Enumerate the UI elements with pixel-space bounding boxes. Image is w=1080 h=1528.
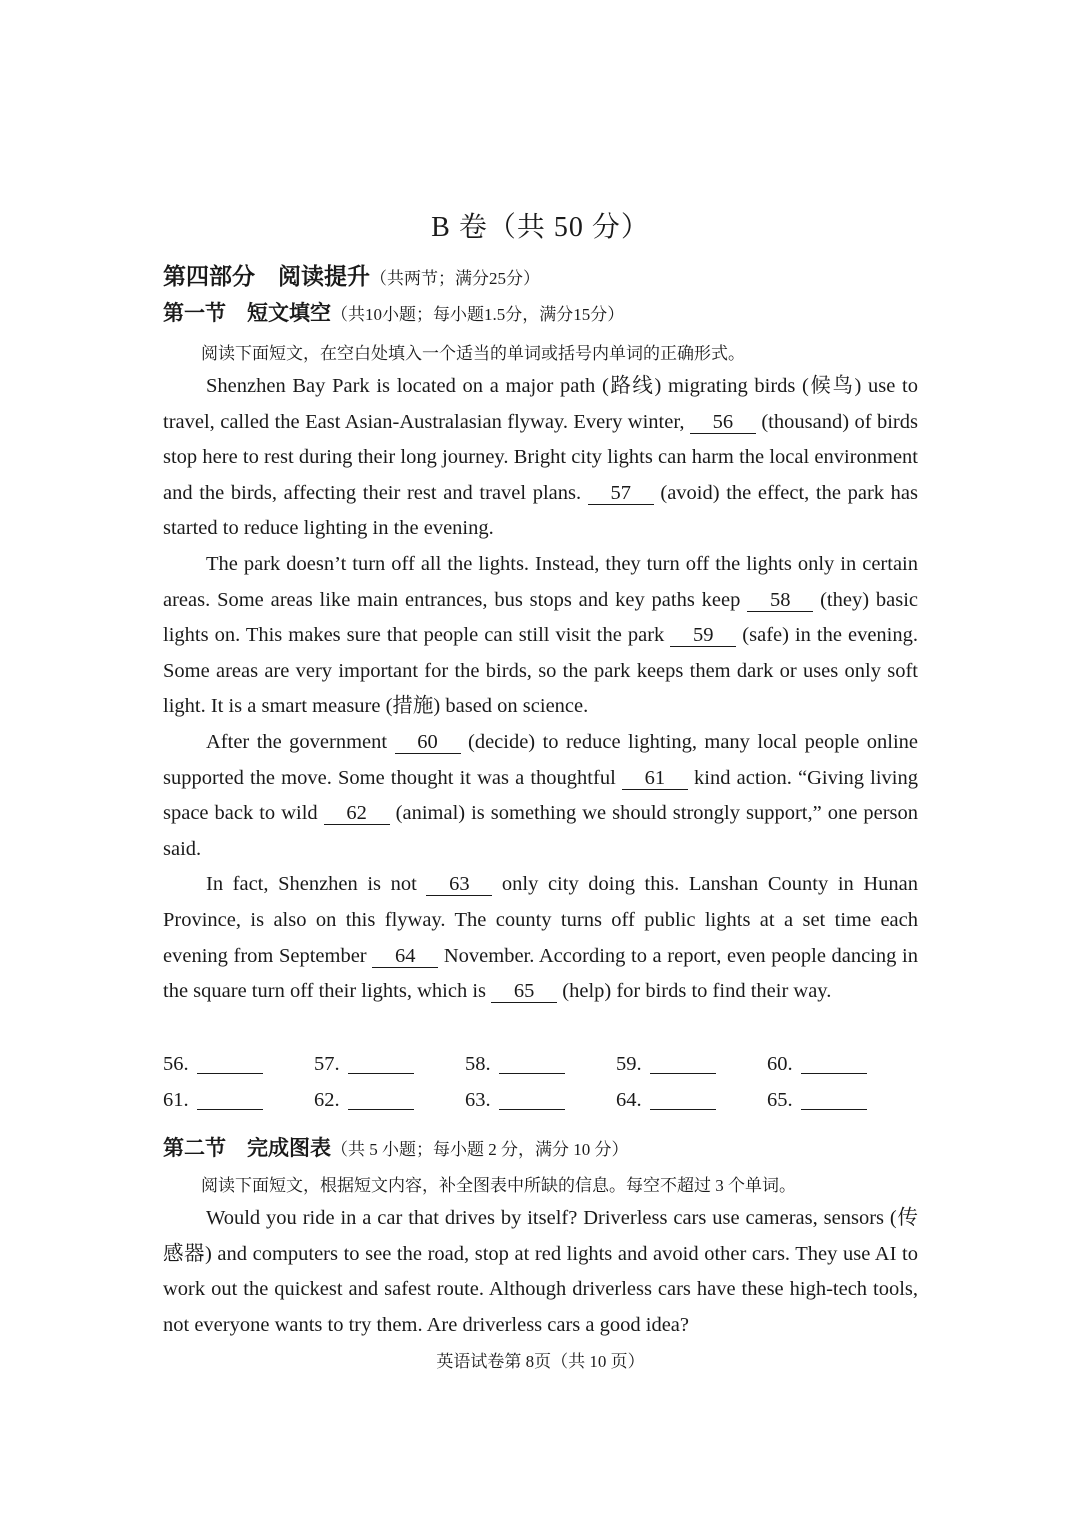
cloze-paragraph-1	[163, 369, 918, 547]
answer-item	[465, 1053, 616, 1076]
answer-label: 61.	[163, 1088, 189, 1111]
section-one-title: 第一节 短文填空	[163, 301, 331, 325]
answer-row	[163, 1082, 918, 1118]
paragraph-text: (decide) to reduce lighting, many local people online supported the move. Some thought it was a thoughtful	[163, 730, 918, 789]
answer-label: 57.	[314, 1052, 340, 1075]
answer-line[interactable]	[348, 1055, 414, 1074]
answer-label: 62.	[314, 1088, 340, 1111]
answer-item	[314, 1053, 465, 1076]
answer-item	[314, 1089, 465, 1112]
answer-item	[616, 1053, 767, 1076]
answer-line[interactable]	[801, 1091, 867, 1110]
answer-label: 65.	[767, 1088, 793, 1111]
part-four-title: 第四部分 阅读提升	[163, 264, 370, 289]
answer-item	[163, 1089, 314, 1112]
paragraph-text: In fact, Shenzhen is not	[206, 873, 427, 896]
answer-label: 56.	[163, 1052, 189, 1075]
paragraph-text: (animal) is something we should strongly support,” one person said.	[163, 802, 918, 860]
blank-56: 56	[690, 411, 756, 434]
answer-line[interactable]	[197, 1091, 263, 1110]
answer-item	[163, 1053, 314, 1076]
blank-64: 64	[372, 945, 438, 968]
section-one-instruction: 阅读下面短文，在空白处填入一个适当的单词或括号内单词的正确形式。	[201, 344, 745, 363]
answer-item	[767, 1053, 918, 1076]
chart-passage	[163, 1201, 918, 1343]
answer-row	[163, 1046, 918, 1082]
paragraph-text: After the government	[206, 730, 395, 753]
answer-label: 59.	[616, 1052, 642, 1075]
answer-item	[767, 1089, 918, 1112]
paragraph-text: (safe) in the evening. Some areas are very important for the birds, so the park keeps them dark or uses only soft light. It is a smart measure (措施) based on science.	[163, 624, 918, 718]
section-two-heading	[163, 1132, 629, 1162]
answer-line[interactable]	[197, 1055, 263, 1074]
answer-label: 58.	[465, 1052, 491, 1075]
answer-line[interactable]	[499, 1091, 565, 1110]
paragraph-text: kind action. “Giving living space back to wild	[163, 766, 918, 825]
chart-paragraph-1: Would you ride in a car that drives by itself? Driverless cars use cameras, sensors (传感器) and computers to see the road, stop at red lights and avoid other cars. They use AI to work out the quickest and safest route. Although driverless cars have these high-tech tools, not everyone wants to try them. Are driverless cars a good idea?	[163, 1207, 918, 1336]
blank-60: 60	[395, 731, 461, 754]
answer-label: 63.	[465, 1088, 491, 1111]
answer-line[interactable]	[650, 1055, 716, 1074]
answer-label: 60.	[767, 1052, 793, 1075]
answer-item	[465, 1089, 616, 1112]
paragraph-text: only city doing this. Lanshan County in Hunan Province, is also on this flyway. The county turns off public lights at a set time each evening from September	[163, 873, 918, 967]
paper-title: B 卷（共 50 分）	[431, 212, 650, 243]
cloze-paragraph-4	[163, 867, 918, 1009]
paragraph-text: (avoid) the effect, the park has started to reduce lighting in the evening.	[163, 481, 918, 540]
paragraph-text: The park doesn’t turn off all the lights. Instead, they turn off the lights only in certain areas. Some areas like main entrances, bus stops and key paths keep	[163, 552, 918, 611]
blank-63: 63	[426, 873, 492, 896]
answer-item	[616, 1089, 767, 1112]
cloze-paragraph-3	[163, 725, 918, 867]
section-two-note: （共 5 小题；每小题 2 分，满分 10 分）	[331, 1140, 629, 1159]
paragraph-text: (help) for birds to find their way.	[557, 980, 832, 1003]
answer-label: 64.	[616, 1088, 642, 1111]
answer-line[interactable]	[499, 1055, 565, 1074]
answer-grid	[163, 1046, 918, 1118]
answer-line[interactable]	[348, 1091, 414, 1110]
blank-59: 59	[670, 624, 736, 647]
part-four-note: （共两节；满分25分）	[370, 269, 540, 288]
blank-61: 61	[622, 767, 688, 790]
blank-62: 62	[324, 802, 390, 825]
part-four-heading	[163, 258, 540, 291]
paragraph-text: November. According to a report, even people dancing in the square turn off their lights, which is	[163, 944, 918, 1003]
blank-57: 57	[588, 482, 654, 505]
section-one-heading	[163, 297, 624, 327]
answer-line[interactable]	[650, 1091, 716, 1110]
section-two-instruction: 阅读下面短文，根据短文内容，补全图表中所缺的信息。每空不超过 3 个单词。	[201, 1176, 796, 1195]
answer-line[interactable]	[801, 1055, 867, 1074]
paragraph-text: (they) basic lights on. This makes sure that people can still visit the park	[163, 588, 918, 647]
blank-58: 58	[747, 589, 813, 612]
section-one-note: （共10小题；每小题1.5分，满分15分）	[331, 305, 625, 324]
cloze-paragraph-2	[163, 547, 918, 725]
cloze-passage	[163, 369, 918, 1010]
paragraph-text: Shenzhen Bay Park is located on a major path (路线) migrating birds (候鸟) use to travel, called the East Asian-Australasian flyway. Every winter,	[163, 375, 918, 433]
page-footer: 英语试卷第 8页（共 10 页）	[436, 1352, 645, 1371]
section-two-title: 第二节 完成图表	[163, 1136, 331, 1160]
blank-65: 65	[491, 980, 557, 1003]
paragraph-text: (thousand) of birds stop here to rest during their long journey. Bright city lights can harm the local environment and the birds, affecting their rest and travel plans.	[163, 410, 918, 504]
